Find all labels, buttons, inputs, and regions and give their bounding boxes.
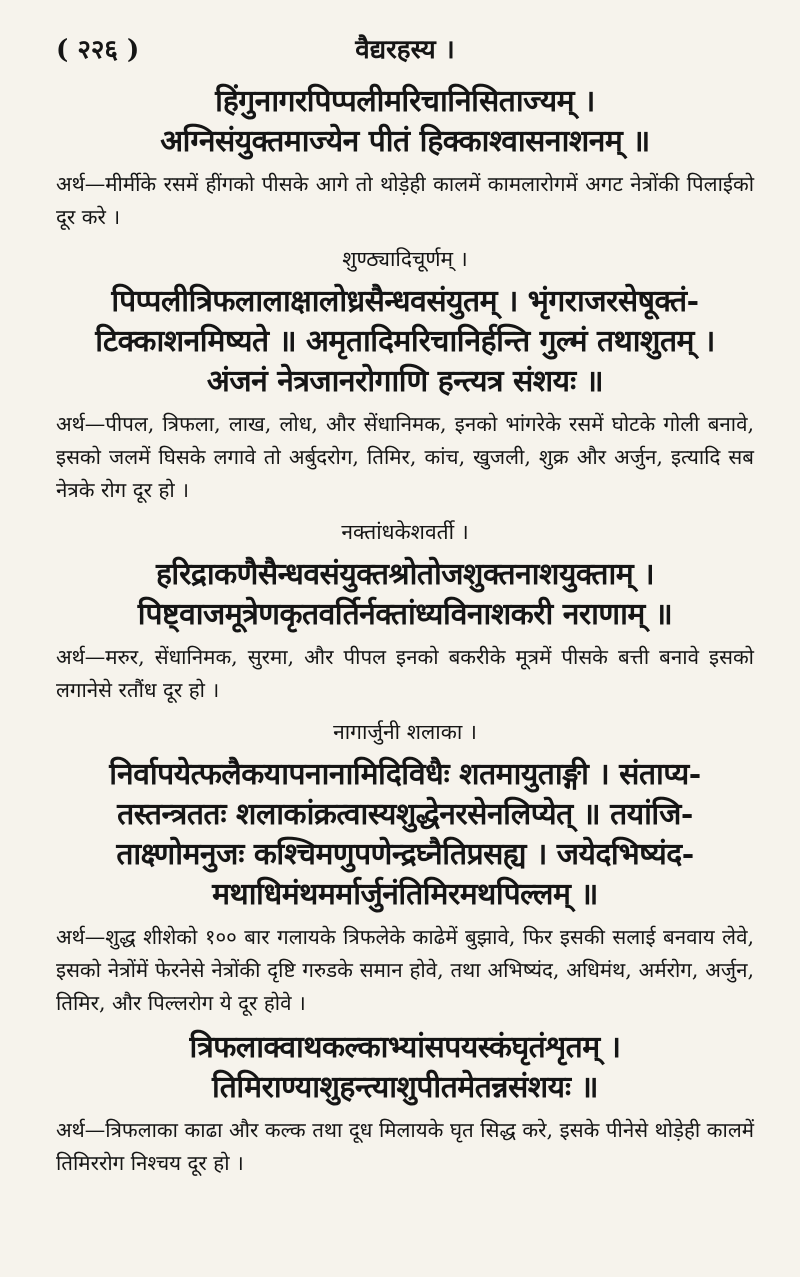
verse-line: तस्तन्त्रततः शलाकांक्रत्वास्यशुद्धेनरसेनलिप्येत् ॥ तयांजि- xyxy=(117,797,693,832)
verse-section xyxy=(56,1028,754,1180)
sanskrit-verse xyxy=(56,82,754,162)
sanskrit-verse xyxy=(56,555,754,635)
page-number: ( २२६ ) xyxy=(56,35,140,65)
verse-line: हरिद्राकणैसैन्धवसंयुक्तश्रोतोजशुक्तनाशयुक्ताम् । xyxy=(155,557,655,592)
verse-section xyxy=(56,242,754,507)
hindi-meaning: अर्थ—पीपल, त्रिफला, लाख, लोध, और सेंधानिमक, इनको भांगरेके रसमें घोटके गोली बनावे, इसको जलमें घिसके लगावे तो अर्बुदरोग, तिमिर, कांच, खुजली, शुक्र और अर्जुन, इत्यादि सब नेत्रके रोग दूर हो । xyxy=(56,412,754,502)
verse-line: अग्निसंयुक्तमाज्येन पीतं हिक्काश्वासनाशनम् ॥ xyxy=(160,124,650,159)
hindi-meaning: अर्थ—मीर्मीके रसमें हींगको पीसके आगे तो थोड़ेही कालमें कामलारोगमें अगट नेत्रोंकी पिलाईको दूर करे । xyxy=(56,172,754,229)
verse-section xyxy=(56,715,754,1020)
verse-line: ताक्ष्णोमनुजः कश्चिमणुपणेन्द्रघ्नैतिप्रसह्य । जयेदभिष्यंद- xyxy=(116,837,694,872)
verse-line: मथाधिमंथमर्मार्जुनंतिमिरमथपिल्लम् ॥ xyxy=(212,877,598,912)
hindi-meaning: अर्थ—मरुर, सेंधानिमक, सुरमा, और पीपल इनको बकरीके मूत्रमें पीसके बत्ती बनावे इसको लगानेसे रतौंध दूर हो । xyxy=(56,645,754,702)
sanskrit-verse xyxy=(56,1028,754,1108)
hindi-meaning: अर्थ—त्रिफलाका काढा और कल्क तथा दूध मिलायके घृत सिद्ध करे, इसके पीनेसे थोड़ेही कालमें तिमिररोग निश्चय दूर हो । xyxy=(56,1118,754,1175)
verse-line: टिक्काशनमिष्यते ॥ अमृतादिमरिचानिर्हन्ति गुल्मं तथाशुतम् । xyxy=(95,324,715,359)
verse-section xyxy=(56,82,754,234)
recipe-heading: शुण्ठ्यादिचूर्णम् । xyxy=(342,247,468,271)
verse-line: हिंगुनागरपिप्पलीमरिचानिसिताज्यम् । xyxy=(215,84,595,119)
running-title: वैद्यरहस्य । xyxy=(355,35,455,65)
verse-line: पिप्पलीत्रिफलालाक्षालोध्रसैन्धवसंयुतम् । भृंगराजरसेषूक्तं- xyxy=(111,284,699,319)
verse-line: पिष्ट्वाजमूत्रेणकृतवर्तिर्नक्तांध्यविनाशकरी नराणाम् ॥ xyxy=(137,597,673,632)
sanskrit-verse xyxy=(56,755,754,915)
page-header xyxy=(56,30,754,74)
recipe-heading: नागार्जुनी शलाका । xyxy=(333,720,477,744)
sanskrit-verse xyxy=(56,282,754,402)
recipe-heading: नक्तांधकेशवर्ती । xyxy=(341,520,469,544)
verse-line: निर्वापयेत्फलैकयापनानामिदिविधैः शतमायुताङ्गी । संताप्य- xyxy=(109,757,701,792)
verse-line: त्रिफलाक्वाथकल्काभ्यांसपयस्कंघृतंशृतम् । xyxy=(189,1030,621,1065)
hindi-meaning: अर्थ—शुद्ध शीशेको १०० बार गलायके त्रिफलेके काढेमें बुझावे, फिर इसकी सलाई बनवाय लेवे, इसको नेत्रोंमें फेरनेसे नेत्रोंकी दृष्टि गरुडके समान होवे, तथा अभिष्यंद, अधिमंथ, अर्मरोग, अर्जुन, तिमिर, और पिल्लरोग ये दूर होवे । xyxy=(56,925,754,1015)
verse-section xyxy=(56,515,754,707)
verse-line: अंजनं नेत्रजानरोगाणि हन्त्यत्र संशयः ॥ xyxy=(206,364,604,399)
verse-line: तिमिराण्याशुहन्त्याशुपीतमेतन्नसंशयः ॥ xyxy=(211,1070,598,1105)
